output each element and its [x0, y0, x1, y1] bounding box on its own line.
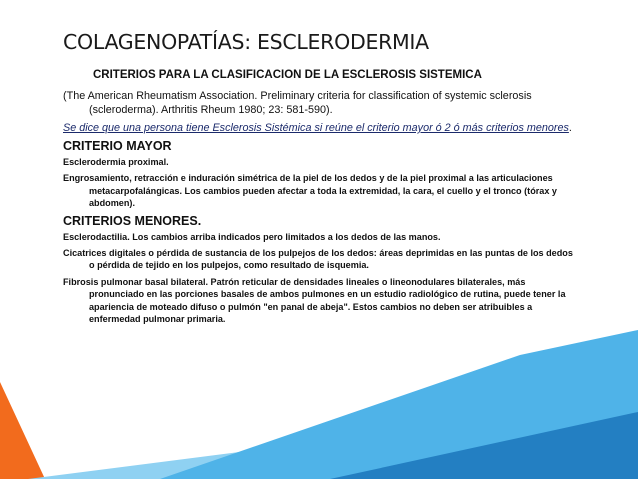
minor-criteria-item: Esclerodactilia. Los cambios arriba indicados pero limitados a los dedos de las manos.: [63, 231, 441, 242]
slide-content: [63, 69, 578, 329]
major-criteria-item: Engrosamiento, retracción e induración simétrica de la piel de los dedos y de la piel proximal a las articulaciones metacarpofalángicas. Los cambios pueden afectar a toda la extremidad, la cara, el cuello y el tronco (tórax y abdomen).: [63, 173, 557, 209]
minor-criteria-item: Cicatrices digitales o pérdida de sustancia de los pulpejos de los dedos: áreas deprimidas en las puntas de los dedos o pérdida de tejido en los pulpejos, como resultado de isquemia.: [63, 248, 573, 271]
definition-end: .: [568, 122, 572, 134]
slide-title: COLAGENOPATÍAS: ESCLERODERMIA: [63, 30, 429, 54]
definition-paragraph: [63, 121, 578, 135]
definition-text: Se dice que una persona tiene Esclerosis Sistémica si reúne el criterio mayor ó 2 ó más criterios menores: [63, 122, 569, 134]
major-criteria-item: Esclerodermia proximal.: [63, 157, 169, 167]
major-criteria-heading: CRITERIO MAYOR: [63, 139, 172, 153]
minor-criteria-heading: CRITERIOS MENORES.: [63, 213, 202, 228]
reference-paragraph: (The American Rheumatism Association. Preliminary criteria for classification of systemic sclerosis (scleroderma). Arthritis Rheum 1980; 23: 581-590).: [63, 90, 532, 116]
minor-criteria-item: Fibrosis pulmonar basal bilateral. Patrón reticular de densidades lineales o lineonodulares bilaterales, más pronunciado en las porciones basales de ambos pulmones en un estudio radiológico de rutina, puede tener la apariencia de moteado difuso o pulmón "en panal de abeja". Estos cambios no deben ser atribuibles a enfermedad pulmonar primaria.: [63, 276, 566, 325]
criteria-subtitle: CRITERIOS PARA LA CLASIFICACION DE LA ESCLEROSIS SISTEMICA: [93, 69, 482, 81]
orange-shape: [0, 382, 45, 479]
